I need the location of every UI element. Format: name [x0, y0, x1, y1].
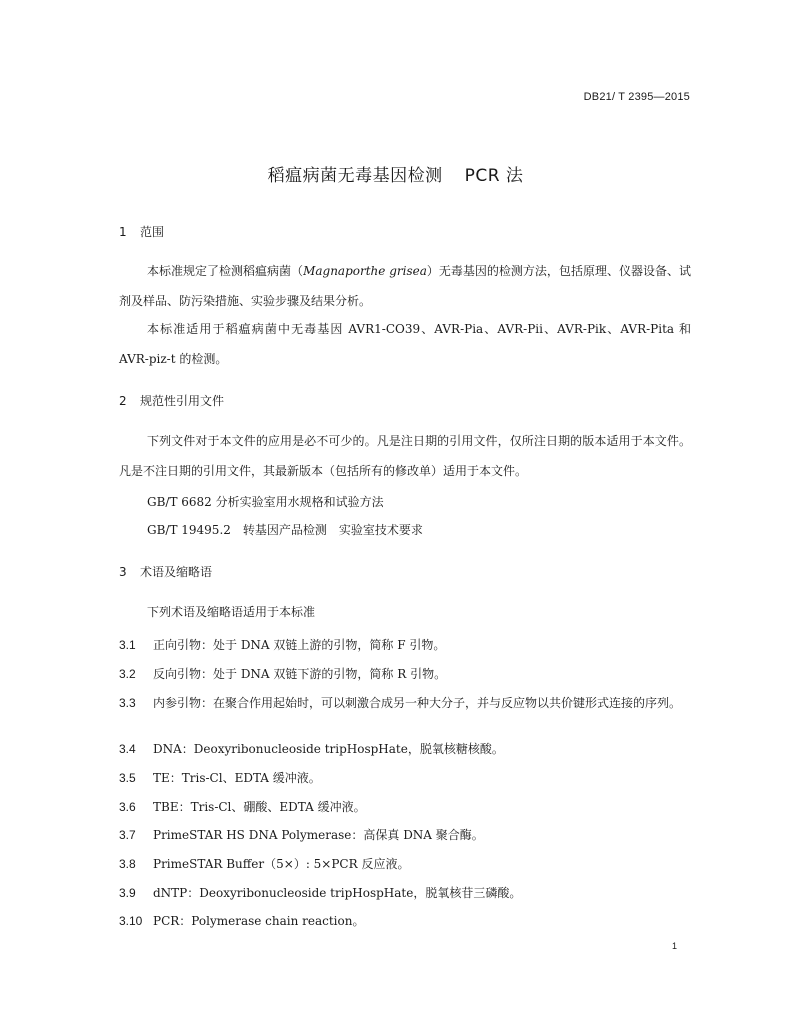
term-text: PCR：Polymerase chain reaction。: [153, 914, 365, 928]
section-number: 1: [119, 225, 127, 239]
standard-code: DB21/ T 2395—2015: [583, 91, 690, 103]
scope-paragraph-2: 本标准适用于稻瘟病菌中无毒基因 AVR1-CO39、AVR-Pia、AVR-Pii、AVR-Pik、AVR-Pita 和 AVR-piz-t 的检测。: [119, 322, 691, 366]
term-item: [119, 827, 691, 844]
term-number: 3.4: [119, 742, 136, 756]
term-text: PrimeSTAR Buffer（5×）: 5×PCR 反应液。: [153, 857, 410, 871]
term-item: [119, 741, 691, 758]
title-method: PCR 法: [464, 166, 524, 186]
section-title: 范围: [140, 225, 165, 239]
term-item: [119, 637, 691, 654]
term-number: 3.2: [119, 667, 136, 681]
term-item: [119, 856, 691, 873]
term-text: 内参引物：在聚合作用起始时，可以刺激合成另一种大分子，并与反应物以共价键形式连接的序列。: [153, 696, 682, 710]
term-item: [119, 885, 691, 902]
term-item: [119, 913, 691, 930]
term-number: 3.7: [119, 828, 136, 842]
section-title: 术语及缩略语: [140, 565, 213, 579]
term-number: 3.6: [119, 800, 136, 814]
term-number: 3.10: [119, 914, 143, 928]
species-name: Magnaporthe grisea: [303, 264, 427, 278]
term-text: dNTP：Deoxyribonucleoside tripHospHate，脱氧核苷三磷酸。: [153, 886, 522, 900]
section-heading-references: [119, 392, 224, 409]
term-number: 3.8: [119, 857, 136, 871]
term-item: [119, 799, 691, 816]
term-number: 3.5: [119, 771, 136, 785]
section-number: 2: [119, 394, 127, 408]
title-main: 稻瘟病菌无毒基因检测: [267, 166, 443, 186]
term-text: 反向引物：处于 DNA 双链下游的引物，简称 R 引物。: [153, 667, 447, 681]
document-title: [0, 161, 791, 186]
page-number: 1: [671, 941, 677, 951]
terms-intro: 下列术语及缩略语适用于本标准: [147, 605, 316, 619]
section-title: 规范性引用文件: [140, 394, 225, 408]
term-text: PrimeSTAR HS DNA Polymerase：高保真 DNA 聚合酶。: [153, 828, 484, 842]
term-number: 3.1: [119, 638, 136, 652]
references-intro: 下列文件对于本文件的应用是必不可少的。凡是注日期的引用文件，仅所注日期的版本适用于本文件。凡是不注日期的引用文件，其最新版本（包括所有的修改单）适用于本文件。: [119, 434, 691, 478]
term-number: 3.3: [119, 696, 136, 710]
term-item: [119, 695, 691, 712]
term-item: [119, 770, 691, 787]
section-heading-scope: [119, 223, 164, 240]
term-text: 正向引物：处于 DNA 双链上游的引物，简称 F 引物。: [153, 638, 446, 652]
term-item: [119, 666, 691, 683]
section-number: 3: [119, 565, 127, 579]
scope-paragraph-1: 本标准规定了检测稻瘟病菌（Magnaporthe grisea）无毒基因的检测方法，包括原理、仪器设备、试剂及样品、防污染措施、实验步骤及结果分析。: [119, 264, 691, 308]
term-text: TBE：Tris-Cl、硼酸、EDTA 缓冲液。: [153, 800, 366, 814]
term-text: DNA：Deoxyribonucleoside tripHospHate，脱氧核糖核酸。: [153, 742, 504, 756]
section-heading-terms: [119, 563, 212, 580]
term-text: TE：Tris-Cl、EDTA 缓冲液。: [153, 771, 321, 785]
reference-item: GB/T 19495.2 转基因产品检测 实验室技术要求: [147, 523, 423, 537]
reference-item: GB/T 6682 分析实验室用水规格和试验方法: [147, 495, 384, 509]
term-number: 3.9: [119, 886, 136, 900]
